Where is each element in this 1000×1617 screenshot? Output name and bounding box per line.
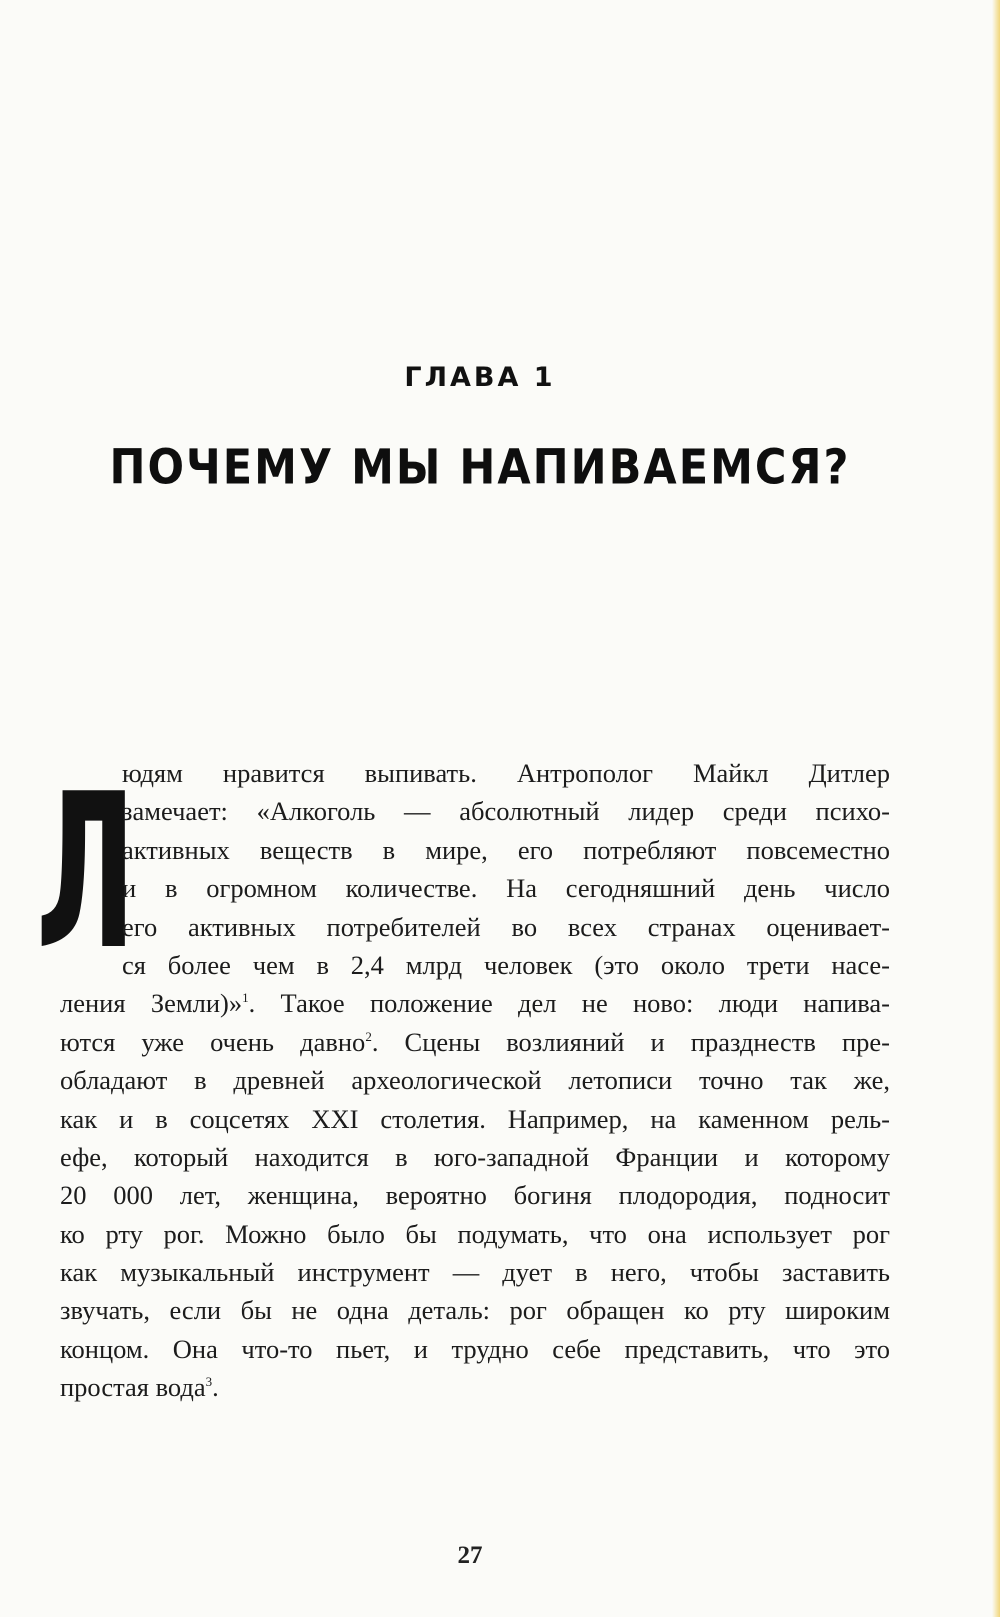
- text-segment: .: [212, 1372, 219, 1403]
- text-line: [60, 1368, 890, 1406]
- text-line: 20 000 лет, женщина, вероятно богиня плодородия, подносит: [60, 1180, 890, 1211]
- text-line: и в огромном количестве. На сегодняшний день число: [122, 873, 890, 904]
- footnote-ref: 2: [365, 1028, 372, 1044]
- body-paragraph: [36, 750, 891, 1407]
- text-line: замечает: «Алкоголь — абсолютный лидер среди психо-: [122, 796, 890, 827]
- text-line: ко рту рог. Можно было бы подумать, что она использует рог: [60, 1218, 890, 1249]
- text-segment: ления Земли)»: [60, 988, 243, 1019]
- text-segment: простая вода: [60, 1372, 206, 1403]
- chapter-label: ГЛАВА 1: [404, 362, 556, 393]
- text-line: как музыкальный инструмент — дует в него, чтобы заставить: [60, 1257, 890, 1288]
- chapter-title: ПОЧЕМУ МЫ НАПИВАЕМСЯ?: [109, 440, 851, 496]
- text-line: [60, 984, 890, 1022]
- text-line: [60, 1023, 890, 1061]
- drop-cap: Л: [36, 750, 136, 998]
- text-line: обладают в древней археологической летописи точно так же,: [60, 1065, 890, 1096]
- text-segment: . Такое положение дел не ново: люди напива-: [248, 988, 891, 1019]
- text-segment: . Сцены возлияний и празднеств пре-: [371, 1026, 890, 1057]
- text-line: юдям нравится выпивать. Антрополог Майкл Дитлер: [122, 758, 890, 788]
- text-line: концом. Она что-то пьет, и трудно себе представить, что это: [60, 1333, 890, 1364]
- text-segment: ются уже очень давно: [60, 1026, 366, 1057]
- page-number: 27: [457, 1542, 483, 1569]
- text-line: активных веществ в мире, его потребляют повсеместно: [122, 834, 890, 865]
- text-line: как и в соцсетях XXI столетия. Например, на каменном рель-: [60, 1103, 890, 1134]
- footnote-ref: 3: [205, 1374, 213, 1390]
- text-line: ефе, который находится в юго-западной Франции и которому: [60, 1141, 890, 1172]
- page-edge: [992, 0, 1000, 1617]
- footnote-ref: 1: [242, 990, 249, 1006]
- text-line: ся более чем в 2,4 млрд человек (это около трети насе-: [122, 949, 890, 980]
- text-line: звучать, если бы не одна деталь: рог обращен ко рту широким: [60, 1295, 890, 1326]
- text-line: его активных потребителей во всех странах оценивает-: [122, 911, 890, 942]
